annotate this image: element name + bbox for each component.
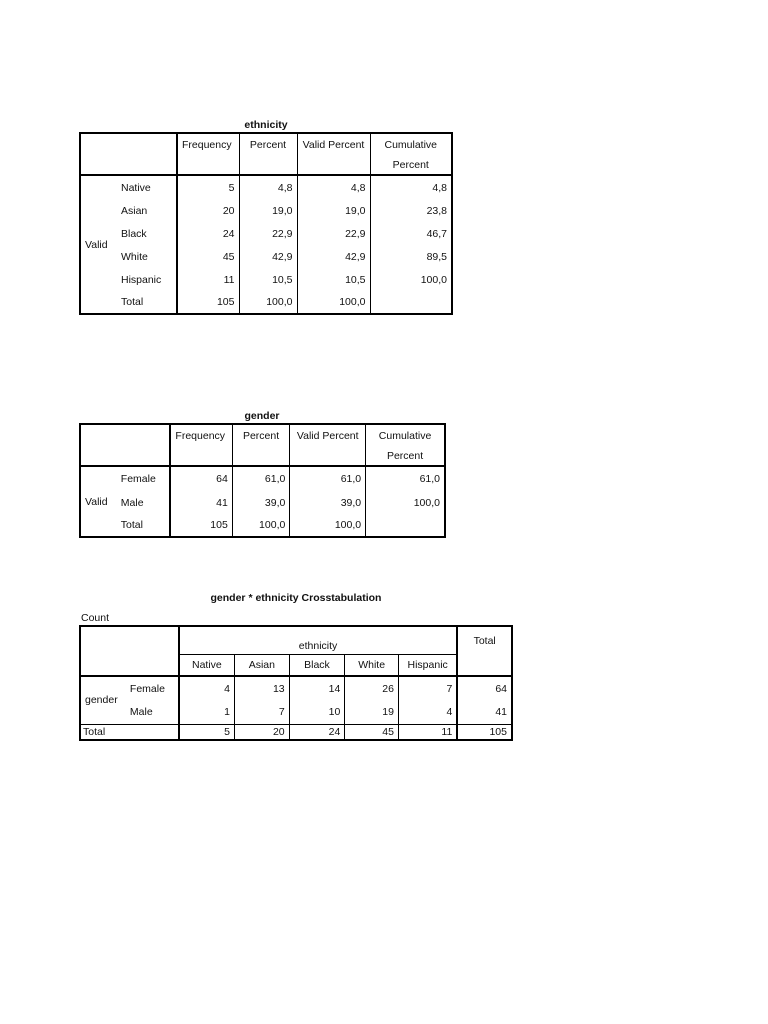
- row-group-label: gender: [80, 676, 126, 724]
- ethnicity-table-title: ethnicity: [244, 119, 288, 131]
- crosstab-table: [79, 625, 513, 741]
- row-label: Total: [120, 519, 143, 531]
- row-label: Black: [121, 227, 147, 240]
- header-cumulative: Cumulative: [366, 424, 445, 446]
- gender-frequency-table: [79, 423, 446, 538]
- header-percent: Percent: [232, 424, 290, 446]
- table-row: Hispanic 11 10,5 10,5 100,0: [80, 268, 452, 291]
- header-valid-percent: Valid Percent: [290, 424, 366, 446]
- row-label: Total: [121, 296, 144, 308]
- gender-table-title: gender: [244, 410, 280, 422]
- row-label: Asian: [121, 204, 148, 217]
- header-cumulative-percent: Percent: [366, 446, 445, 466]
- col-header-white: White: [345, 654, 399, 676]
- row-label: Total: [80, 724, 179, 740]
- row-group-label: Valid: [80, 175, 117, 314]
- table-row: Valid Female 64 61,0 61,0 61,0: [80, 466, 445, 491]
- header-percent: Percent: [239, 133, 297, 155]
- row-label: Male: [120, 496, 144, 509]
- row-label: Female: [117, 466, 171, 491]
- table-row: White 45 42,9 42,9 89,5: [80, 245, 452, 268]
- header-cumulative: Cumulative: [370, 133, 452, 155]
- col-header-black: Black: [289, 654, 345, 676]
- crosstab-note: Count: [81, 612, 110, 624]
- row-label: Native: [117, 175, 177, 199]
- header-frequency: Frequency: [170, 424, 232, 446]
- col-header-asian: Asian: [234, 654, 289, 676]
- row-label: Female: [126, 676, 179, 700]
- header-valid-percent: Valid Percent: [297, 133, 370, 155]
- table-row: gender Female 4 13 14 26 7 64: [80, 676, 512, 700]
- crosstab-col-group: ethnicity: [179, 626, 458, 654]
- table-row: Asian 20 19,0 19,0 23,8: [80, 199, 452, 222]
- table-row-total: Total 105 100,0 100,0: [80, 291, 452, 314]
- row-label: Male: [129, 705, 153, 718]
- table-row: Valid Native 5 4,8 4,8 4,8: [80, 175, 452, 199]
- table-row: Black 24 22,9 22,9 46,7: [80, 222, 452, 245]
- col-header-native: Native: [179, 654, 235, 676]
- row-label: Hispanic: [121, 273, 162, 286]
- ethnicity-frequency-table: [79, 132, 453, 315]
- table-row-total: Total 105 100,0 100,0: [80, 514, 445, 537]
- table-row-total: Total 5 20 24 45 11 105: [80, 724, 512, 740]
- col-header-hispanic: Hispanic: [398, 654, 457, 676]
- header-frequency: Frequency: [177, 133, 239, 155]
- row-group-label: Valid: [80, 466, 117, 537]
- header-cumulative-percent: Percent: [370, 155, 452, 175]
- row-label: White: [121, 250, 148, 263]
- crosstab-title: gender * ethnicity Crosstabulation: [210, 592, 382, 604]
- table-row: Male 41 39,0 39,0 100,0: [80, 491, 445, 514]
- crosstab-total-header: Total: [457, 626, 512, 676]
- table-row: Male 1 7 10 19 4 41: [80, 700, 512, 724]
